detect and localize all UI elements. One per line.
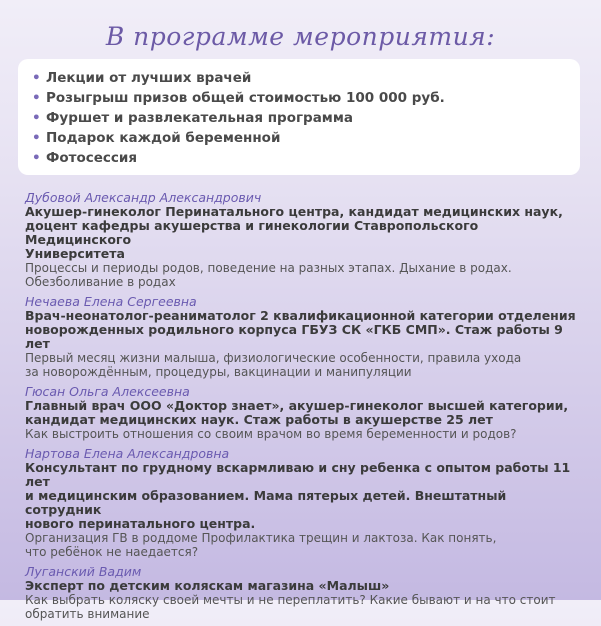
speaker-name: Нечаева Елена Сергеевна [25,294,197,309]
speaker-gyusan [25,384,585,441]
bullet-icon: • [32,70,41,86]
speaker-topic-line: Организация ГВ в роддоме Профилактика трещин и лактоза. Как понять, [25,531,497,545]
speaker-role-line: Консультант по грудному вскармливаю и сну ребенка с опытом работы 11 лет [25,460,571,489]
program-item: • Розыгрыш призов общей стоимостью 100 000 руб. [32,90,445,106]
page-title: В программе мероприятия: [105,22,496,51]
speaker-topic-line: Как выстроить отношения со своим врачом во время беременности и родов? [25,427,517,441]
speaker-topic-line: Обезболивание в родах [25,275,176,289]
speaker-dubovoy [25,190,585,289]
speaker-role-line: Главный врач ООО «Доктор знает», акушер-гинеколог высшей категории, [25,398,569,413]
speaker-role-line: Врач-неонатолог-реаниматолог 2 квалификационной категории отделения [25,308,576,323]
speaker-topic-line: Первый месяц жизни малыша, физиологические особенности, правила ухода [25,351,522,365]
speaker-name: Дубовой Александр Александрович [25,190,262,205]
speakers-list [25,190,585,626]
speaker-topic-line: Процессы и периоды родов, поведение на разных этапах. Дыхание в родах. [25,261,512,275]
bullet-icon: • [32,150,41,166]
speaker-lugansky [25,564,585,621]
speaker-name: Луганский Вадим [25,564,142,579]
program-item: • Лекции от лучших врачей [32,70,252,86]
program-box [18,59,580,175]
program-item: • Фуршет и развлекательная программа [32,110,353,126]
speaker-role-line: Акушер-гинеколог Перинатального центра, кандидат медицинских наук, [25,204,563,219]
speaker-role-line: новорожденных родильного корпуса ГБУЗ СК «ГКБ СМП». Стаж работы 9 лет [25,322,563,351]
bullet-icon: • [32,90,41,106]
speaker-name: Нартова Елена Александровна [25,446,230,461]
program-item: • Подарок каждой беременной [32,130,281,146]
bullet-icon: • [32,110,41,126]
bullet-icon: • [32,130,41,146]
speaker-topic-line: за новорождённым, процедуры, вакцинации и манипуляции [25,365,412,379]
speaker-role-line: кандидат медицинских наук. Стаж работы в акушерстве 25 лет [25,412,493,427]
speaker-topic-line: что ребёнок не наедается? [25,545,199,559]
speaker-name: Гюсан Ольга Алексеевна [25,384,190,399]
program-list [32,68,566,168]
speaker-nechaeva [25,294,585,379]
speaker-topic-line: Как выбрать коляску своей мечты и не переплатить? Какие бывают и на что стоит [25,593,556,607]
program-item: • Фотосессия [32,150,138,166]
speaker-role-line: и медицинским образованием. Мама пятерых детей. Внештатный сотрудник [25,488,507,517]
speaker-nartova [25,446,585,559]
speaker-role-line: доцент кафедры акушерства и гинекологии Ставропольского Медицинского [25,218,479,247]
speaker-topic-line: обратить внимание [25,607,150,621]
speaker-role-line: нового перинатального центра. [25,516,256,531]
speaker-role-line: Университета [25,246,125,261]
speaker-role-line: Эксперт по детским коляскам магазина «Малыш» [25,578,390,593]
